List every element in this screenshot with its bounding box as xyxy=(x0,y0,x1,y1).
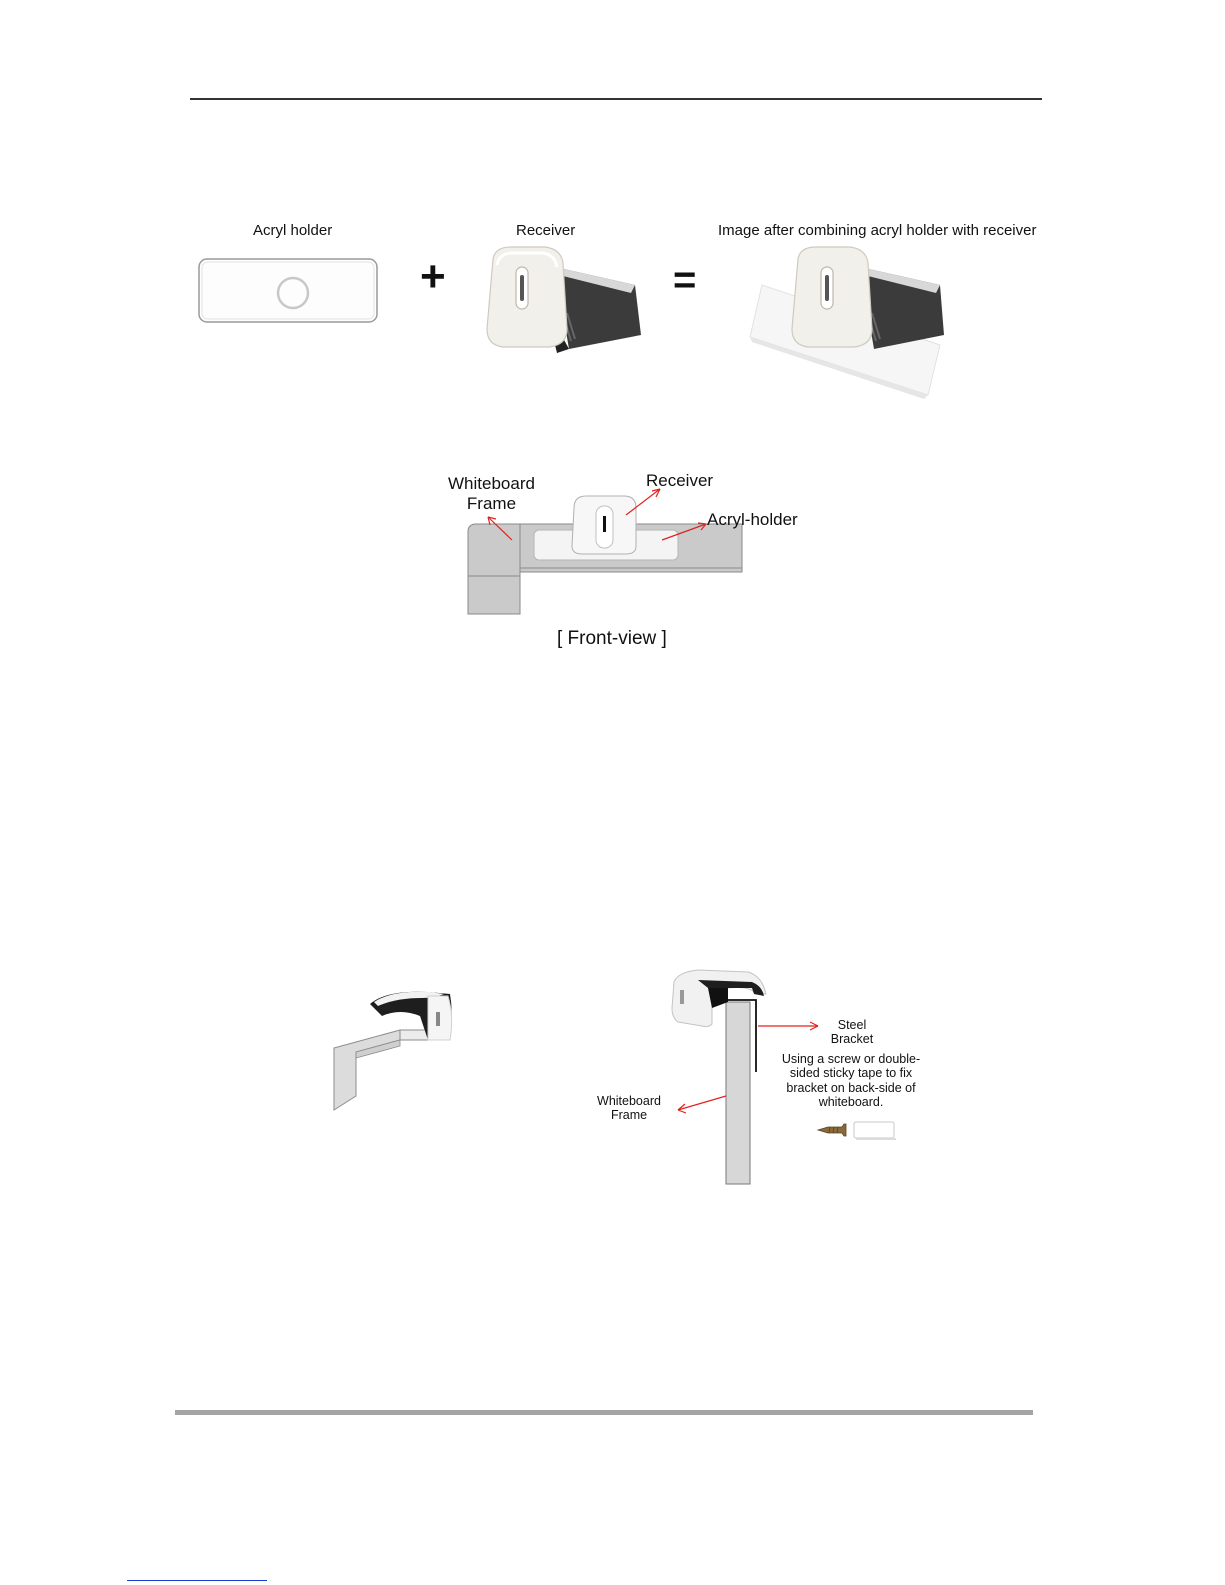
whiteboard-frame-label xyxy=(448,474,535,514)
whiteboard-frame-bottom-line1: Whiteboard xyxy=(597,1094,661,1108)
steel-bracket-label-line1: Steel xyxy=(837,1018,867,1032)
acryl-holder-image xyxy=(198,258,380,324)
screw-and-tape-image xyxy=(816,1118,898,1142)
receiver-image xyxy=(485,245,645,353)
front-view-caption: [ Front-view ] xyxy=(557,628,667,649)
footer-link-underline[interactable] xyxy=(127,1580,267,1581)
mounting-instruction xyxy=(778,1052,924,1110)
instruction-line4: whiteboard. xyxy=(818,1095,884,1110)
whiteboard-frame-label-bottom xyxy=(594,1094,664,1123)
steel-bracket-label-line2: Bracket xyxy=(830,1032,874,1047)
receiver-label: Receiver xyxy=(516,222,576,239)
plus-sign: + xyxy=(420,252,446,301)
acryl-holder-pointer-label: Acryl-holder xyxy=(707,510,798,529)
instruction-line2: sided sticky tape to fix xyxy=(789,1066,913,1081)
combined-image xyxy=(748,245,948,400)
combined-image-label: Image after combining acryl holder with receiver xyxy=(718,222,1037,239)
instruction-line1: Using a screw or double- xyxy=(781,1052,921,1066)
receiver-pointer-label: Receiver xyxy=(646,471,714,490)
instruction-line3: bracket on back-side of xyxy=(786,1080,916,1095)
whiteboard-frame-label-line2: Frame xyxy=(466,494,517,513)
equals-sign: = xyxy=(673,258,697,302)
steel-bracket-label xyxy=(826,1018,878,1047)
acryl-holder-label: Acryl holder xyxy=(253,222,333,239)
bracket-with-receiver-image xyxy=(330,986,455,1114)
whiteboard-frame-label-line1: Whiteboard xyxy=(448,474,535,493)
footer-rule xyxy=(175,1410,1033,1415)
header-rule xyxy=(190,98,1042,100)
whiteboard-frame-bottom-line2: Frame xyxy=(610,1108,648,1123)
